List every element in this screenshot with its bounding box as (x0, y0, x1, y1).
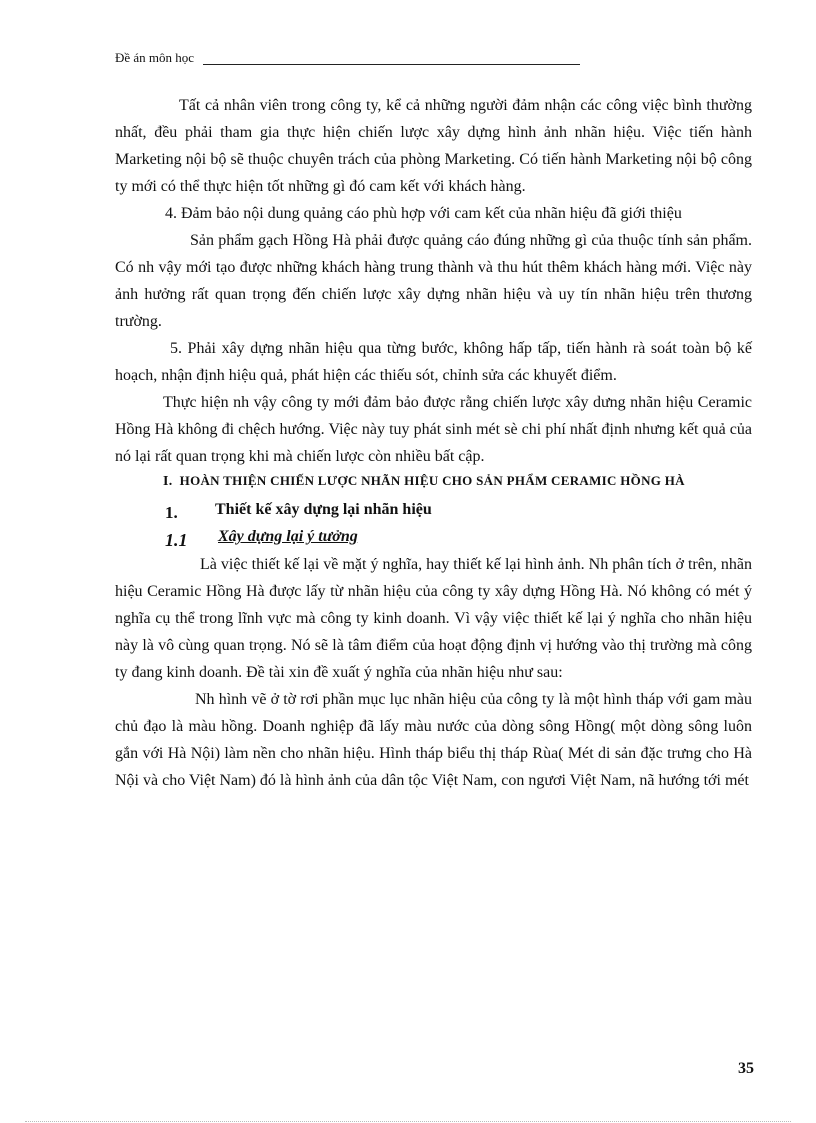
header-rule (203, 64, 580, 65)
header-title: Đề án môn học (115, 50, 195, 65)
paragraph: Thực hiện nh vậy công ty mới đảm bảo được rằng chiến lược xây dưng nhãn hiệu Ceramic Hồng Hà không đi chệch hướng. Việc này tuy phát sinh mét sè chi phí nhất định nhưng kết quả của nó lại rất quan trọng khi mà chiến lược còn nhiều bất cập. (115, 394, 752, 465)
section-number: I. (163, 474, 173, 489)
paragraph: Nh hình vẽ ở tờ rơi phần mục lục nhãn hiệu của công ty là một hình tháp với gam màu chủ đạo là màu hồng. Doanh nghiệp đã lấy màu nước của dòng sông Hồng( một dòng sông luôn gắn với Hà Nội) làm nền cho nhãn hiệu. Hình tháp biểu thị tháp Rùa( Mét di sản đặc trưng cho Hà Nội và cho Việt Nam) đó là hình ảnh của dân tộc Việt Nam, con ngươi Việt Nam, nã hướng tới mét (115, 691, 752, 789)
section-title: HOÀN THIỆN CHIẾN LƯỢC NHÃN HIỆU CHO SẢN PHẨM CERAMIC HỒNG HÀ (179, 473, 685, 488)
numbered-item-4: 4. Đảm bảo nội dung quảng cáo phù hợp với cam kết của nhãn hiệu đã giới thiệu (165, 205, 682, 222)
page-number: 35 (738, 1060, 754, 1077)
subsubsection-title: Xây dựng lại ý tưởng (218, 528, 358, 545)
numbered-item-5: 5. Phải xây dựng nhãn hiệu qua từng bước, không hấp tấp, tiến hành rà soát toàn bộ kế hoạch, nhận định hiệu quả, phát hiện các thiếu sót, chỉnh sửa các khuyết điểm. (115, 340, 752, 384)
subsection-number: 1. (165, 503, 178, 522)
section-heading (115, 470, 752, 493)
subsubsection-number: 1.1 (165, 530, 188, 550)
subsection-heading (115, 493, 752, 525)
subsubsection-heading (115, 525, 752, 551)
paragraph: Tất cả nhân viên trong công ty, kể cả những người đảm nhận các công việc bình thường nhất, đều phải tham gia thực hiện chiến lược xây dựng hình ảnh nhãn hiệu. Việc tiến hành Marketing nội bộ sẽ thuộc chuyên trách của phòng Marketing. Có tiến hành Marketing nội bộ công ty mới có thể thực hiện tốt những gì đó cam kết với khách hàng. (115, 97, 752, 195)
page-content (115, 92, 752, 794)
subsection-title: Thiết kế xây dựng lại nhãn hiệu (215, 501, 432, 518)
paragraph: Sản phẩm gạch Hồng Hà phải được quảng cáo đúng những gì của thuộc tính sản phẩm. Có nh vậy mới tạo được những khách hàng trung thành và thu hút thêm khách hàng mới. Việc này ảnh hưởng rất quan trọng đến chiến lược xây dựng nhãn hiệu và uy tín nhãn hiệu trên thương trường. (115, 232, 752, 330)
paragraph: Là việc thiết kế lại về mặt ý nghĩa, hay thiết kế lại hình ảnh. Nh phân tích ở trên, nhãn hiệu Ceramic Hồng Hà được lấy từ nhãn hiệu của công ty xây dựng Hồng Hà. Nó không có mét ý nghĩa cụ thể trong lĩnh vực mà công ty kinh doanh. Vì vậy việc thiết kế lại ý nghĩa cho nhãn hiệu này là vô cùng quan trọng. Nó sẽ là tâm điểm của hoạt động định vị hướng vào thị trường mà công ty đang kinh doanh. Đề tài xin đề xuất ý nghĩa của nhãn hiệu như sau: (115, 556, 752, 681)
footer-divider (25, 1121, 791, 1122)
